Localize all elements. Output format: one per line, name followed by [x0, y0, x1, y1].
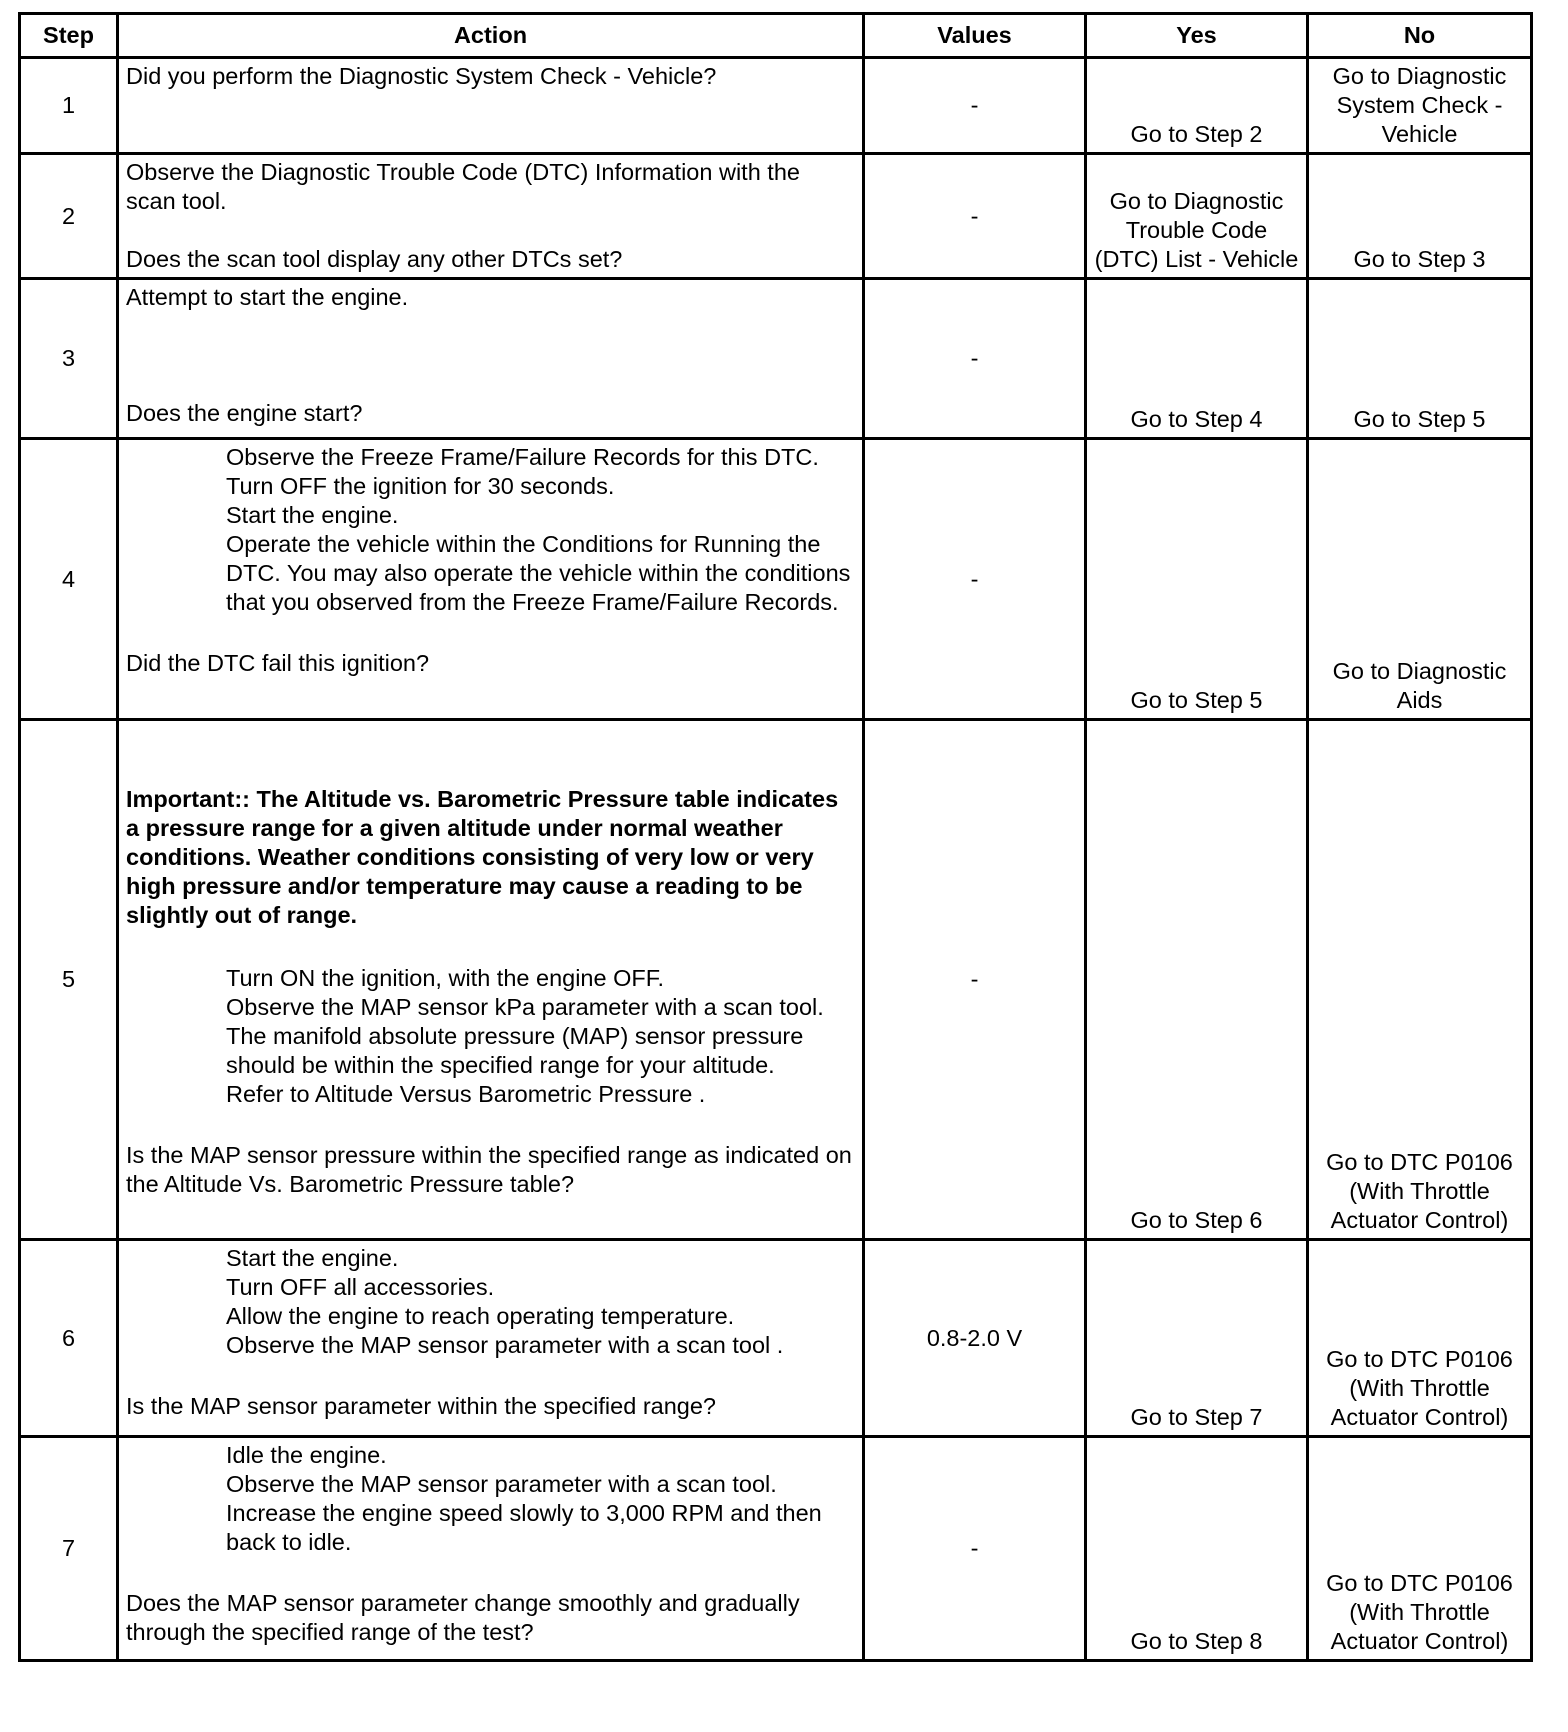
- step-number: 5: [20, 720, 118, 1240]
- action-step: Operate the vehicle within the Conditions for Running the DTC. You may also operate the vehicle within the conditions that you observed from the Freeze Frame/Failure Records.: [226, 531, 851, 615]
- important-note: Important:: The Altitude vs. Barometric Pressure table indicates a pressure range for a given altitude under normal weather conditions. Weather conditions consisting of very low or very high pressure and/or temperature may cause a reading to be slightly out of range.: [126, 786, 839, 928]
- values-cell: -: [864, 1437, 1086, 1661]
- action-intro: Observe the Diagnostic Trouble Code (DTC) Information with the scan tool.: [126, 159, 800, 214]
- action-cell: [118, 439, 864, 720]
- no-cell: Go to Diagnostic Aids: [1308, 439, 1532, 720]
- step-number: 3: [20, 279, 118, 439]
- action-question: Does the engine start?: [126, 400, 363, 426]
- header-row: [20, 14, 1532, 58]
- action-question: Does the scan tool display any other DTCs set?: [126, 246, 623, 272]
- yes-cell: Go to Step 8: [1086, 1437, 1308, 1661]
- action-step: Turn ON the ignition, with the engine OFF.: [226, 965, 665, 991]
- step-number: 1: [20, 58, 118, 154]
- step-number: 2: [20, 154, 118, 279]
- action-step: The manifold absolute pressure (MAP) sensor pressure should be within the specified range for your altitude.: [226, 1023, 804, 1078]
- action-question: Did the DTC fail this ignition?: [126, 650, 430, 676]
- table-row: [20, 439, 1532, 720]
- action-cell: [118, 279, 864, 439]
- action-cell: [118, 1240, 864, 1437]
- values-cell: -: [864, 154, 1086, 279]
- action-step: Start the engine.: [226, 1245, 399, 1271]
- action-step: Allow the engine to reach operating temperature.: [226, 1303, 735, 1329]
- table-row: [20, 58, 1532, 154]
- action-cell: [118, 1437, 864, 1661]
- action-question: Does the MAP sensor parameter change smoothly and gradually through the specified range of the test?: [126, 1590, 800, 1645]
- table-row: [20, 1240, 1532, 1437]
- yes-cell: Go to Step 5: [1086, 439, 1308, 720]
- action-cell: [118, 720, 864, 1240]
- action-question: Did you perform the Diagnostic System Check - Vehicle?: [126, 63, 717, 89]
- header-step: Step: [20, 14, 118, 58]
- action-step: Idle the engine.: [226, 1442, 387, 1468]
- action-step: Observe the MAP sensor parameter with a scan tool .: [226, 1332, 784, 1358]
- action-question: Is the MAP sensor parameter within the specified range?: [126, 1393, 716, 1419]
- no-cell: Go to Step 5: [1308, 279, 1532, 439]
- action-steps: [126, 964, 855, 1109]
- action-step: Increase the engine speed slowly to 3,000 RPM and then back to idle.: [226, 1500, 822, 1555]
- action-step: Observe the MAP sensor parameter with a scan tool.: [226, 1471, 777, 1497]
- action-step: Turn OFF all accessories.: [226, 1274, 495, 1300]
- action-question: Is the MAP sensor pressure within the specified range as indicated on the Altitude Vs. Barometric Pressure table?: [126, 1142, 852, 1197]
- action-intro: Attempt to start the engine.: [126, 284, 409, 310]
- values-cell: 0.8-2.0 V: [864, 1240, 1086, 1437]
- action-step: Turn OFF the ignition for 30 seconds.: [226, 473, 615, 499]
- table-row: [20, 1437, 1532, 1661]
- no-cell: Go to Step 3: [1308, 154, 1532, 279]
- no-cell: Go to DTC P0106 (With Throttle Actuator Control): [1308, 1240, 1532, 1437]
- action-steps: [126, 443, 855, 617]
- header-yes: Yes: [1086, 14, 1308, 58]
- values-cell: -: [864, 720, 1086, 1240]
- action-step: Observe the MAP sensor kPa parameter with a scan tool.: [226, 994, 824, 1020]
- action-steps: [126, 1441, 855, 1557]
- yes-cell: Go to Step 6: [1086, 720, 1308, 1240]
- table-row: [20, 720, 1532, 1240]
- table-row: [20, 154, 1532, 279]
- values-cell: -: [864, 58, 1086, 154]
- step-number: 7: [20, 1437, 118, 1661]
- action-steps: [126, 1244, 855, 1360]
- header-values: Values: [864, 14, 1086, 58]
- values-cell: -: [864, 439, 1086, 720]
- no-cell: Go to DTC P0106 (With Throttle Actuator Control): [1308, 1437, 1532, 1661]
- action-cell: [118, 58, 864, 154]
- no-cell: Go to Diagnostic System Check - Vehicle: [1308, 58, 1532, 154]
- action-step: Observe the Freeze Frame/Failure Records for this DTC.: [226, 444, 819, 470]
- step-number: 4: [20, 439, 118, 720]
- action-step: Refer to Altitude Versus Barometric Pressure .: [226, 1081, 706, 1107]
- values-cell: -: [864, 279, 1086, 439]
- yes-cell: Go to Step 7: [1086, 1240, 1308, 1437]
- yes-cell: Go to Step 4: [1086, 279, 1308, 439]
- action-cell: [118, 154, 864, 279]
- yes-cell: Go to Diagnostic Trouble Code (DTC) List - Vehicle: [1086, 154, 1308, 279]
- header-action: Action: [118, 14, 864, 58]
- diagnostic-table: [18, 12, 1533, 1662]
- header-no: No: [1308, 14, 1532, 58]
- no-cell: Go to DTC P0106 (With Throttle Actuator Control): [1308, 720, 1532, 1240]
- step-number: 6: [20, 1240, 118, 1437]
- action-step: Start the engine.: [226, 502, 399, 528]
- table-row: [20, 279, 1532, 439]
- yes-cell: Go to Step 2: [1086, 58, 1308, 154]
